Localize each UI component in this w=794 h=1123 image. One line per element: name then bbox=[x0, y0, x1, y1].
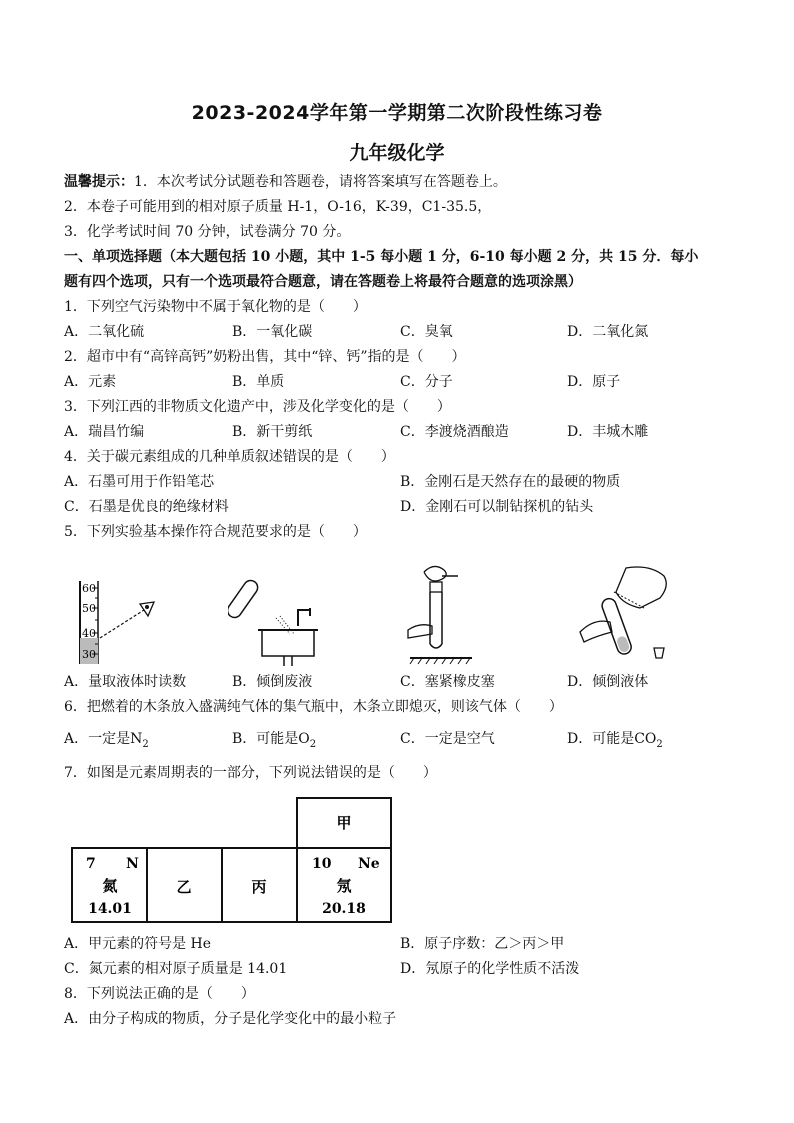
question-2-stem: 2．超市中有“高锌高钙”奶粉出售，其中“锌、钙”指的是（ ） bbox=[64, 349, 466, 365]
notes-line-1 bbox=[64, 172, 507, 192]
notes-label: 温馨提示： bbox=[64, 174, 134, 190]
question-6-stem: 6．把燃着的木条放入盛满纯气体的集气瓶中，木条立即熄灭，则该气体（ ） bbox=[64, 699, 563, 715]
nitrogen-symbol: N bbox=[126, 856, 139, 872]
note-2: 2．本卷子可能用到的相对原子质量 H-1，O-16，K-39，C1-35.5， bbox=[64, 199, 492, 215]
q4-option-b: B．金刚石是天然存在的最硬的物质 bbox=[400, 474, 621, 490]
nitrogen-number: 7 bbox=[86, 856, 96, 872]
note-1: 1．本次考试分试题卷和答题卷，请将答案填写在答题卷上。 bbox=[134, 174, 507, 190]
q7-option-c: C．氮元素的相对原子质量是 14.01 bbox=[64, 961, 288, 977]
neon-mass: 20.18 bbox=[322, 901, 366, 917]
q2-option-b: B．单质 bbox=[232, 374, 285, 390]
q2-option-c: C．分子 bbox=[400, 374, 453, 390]
q6-option-a: A．一定是$N_2$ bbox=[64, 731, 149, 750]
cylinder-tick-30: 30 bbox=[82, 648, 96, 661]
question-5-stem: 5．下列实验基本操作符合规范要求的是（ ） bbox=[64, 524, 367, 540]
q5-option-a: A．量取液体时读数 bbox=[64, 674, 187, 690]
q3-option-d: D．丰城木雕 bbox=[567, 424, 649, 440]
question-7-stem: 7．如图是元素周期表的一部分，下列说法错误的是（ ） bbox=[64, 765, 437, 781]
figure-cylinder-reading bbox=[72, 578, 162, 668]
neon-symbol: Ne bbox=[358, 856, 380, 872]
cylinder-tick-40: 40 bbox=[82, 627, 96, 640]
q7-option-a: A．甲元素的符号是 He bbox=[64, 936, 212, 952]
q6-option-b: B．可能是$O_2$ bbox=[232, 731, 317, 750]
q2-option-a: A．元素 bbox=[64, 374, 117, 390]
q4-option-c: C．石墨是优良的绝缘材料 bbox=[64, 499, 229, 515]
section1-heading-2: 题有四个选项，只有一个选项最符合题意，请在答题卷上将最符合题意的选项涂黑） bbox=[64, 274, 582, 290]
nitrogen-name: 氮 bbox=[102, 877, 118, 895]
cell-bing-label: 丙 bbox=[251, 878, 267, 896]
q6-option-c: C．一定是空气 bbox=[400, 731, 495, 747]
q1-option-b: B．一氧化碳 bbox=[232, 324, 313, 340]
q4-option-a: A．石墨可用于作铅笔芯 bbox=[64, 474, 215, 490]
neon-number: 10 bbox=[312, 856, 332, 872]
cylinder-tick-60: 60 bbox=[82, 582, 96, 595]
q7-option-d: D．氖原子的化学性质不活泼 bbox=[400, 961, 580, 977]
neon-name: 氖 bbox=[336, 877, 352, 895]
q3-option-c: C．李渡烧酒酿造 bbox=[400, 424, 509, 440]
q7-option-b: B．原子序数：乙＞丙＞甲 bbox=[400, 936, 565, 952]
figure-stopper bbox=[400, 560, 480, 668]
cylinder-tick-50: 50 bbox=[82, 602, 96, 615]
exam-subtitle: 九年级化学 bbox=[349, 142, 445, 164]
q1-option-a: A．二氧化硫 bbox=[64, 324, 145, 340]
q6-option-d: D．可能是$CO_2$ bbox=[567, 731, 663, 750]
nitrogen-mass: 14.01 bbox=[88, 901, 132, 917]
question-8-stem: 8．下列说法正确的是（ ） bbox=[64, 986, 255, 1002]
q1-option-d: D．二氧化氮 bbox=[567, 324, 649, 340]
cell-yi-label: 乙 bbox=[176, 878, 192, 896]
q5-option-d: D．倾倒液体 bbox=[567, 674, 649, 690]
q5-option-b: B．倾倒废液 bbox=[232, 674, 313, 690]
q3-option-b: B．新干剪纸 bbox=[232, 424, 313, 440]
q3-option-a: A．瑞昌竹编 bbox=[64, 424, 145, 440]
question-1-stem: 1．下列空气污染物中不属于氧化物的是（ ） bbox=[64, 299, 367, 315]
note-3: 3．化学考试时间 70 分钟，试卷满分 70 分。 bbox=[64, 224, 351, 240]
q2-option-d: D．原子 bbox=[567, 374, 621, 390]
section1-heading-1: 一、单项选择题（本大题包括 10 小题，其中 1-5 每小题 1 分，6-10 每小题 2 分，共 15 分．每小 bbox=[64, 249, 699, 265]
figure-pouring-liquid bbox=[570, 562, 675, 668]
figure-pouring-waste bbox=[228, 578, 328, 668]
question-3-stem: 3．下列江西的非物质文化遗产中，涉及化学变化的是（ ） bbox=[64, 399, 451, 415]
q8-option-a: A．由分子构成的物质，分子是化学变化中的最小粒子 bbox=[64, 1011, 397, 1027]
figure-periodic-table bbox=[70, 796, 395, 926]
q4-option-d: D．金刚石可以制钻探机的钻头 bbox=[400, 499, 594, 515]
question-4-stem: 4．关于碳元素组成的几种单质叙述错误的是（ ） bbox=[64, 449, 395, 465]
exam-title: 2023-2024学年第一学期第二次阶段性练习卷 bbox=[191, 102, 603, 124]
q5-option-c: C．塞紧橡皮塞 bbox=[400, 674, 495, 690]
q1-option-c: C．臭氧 bbox=[400, 324, 453, 340]
top-cell-label: 甲 bbox=[336, 814, 352, 832]
